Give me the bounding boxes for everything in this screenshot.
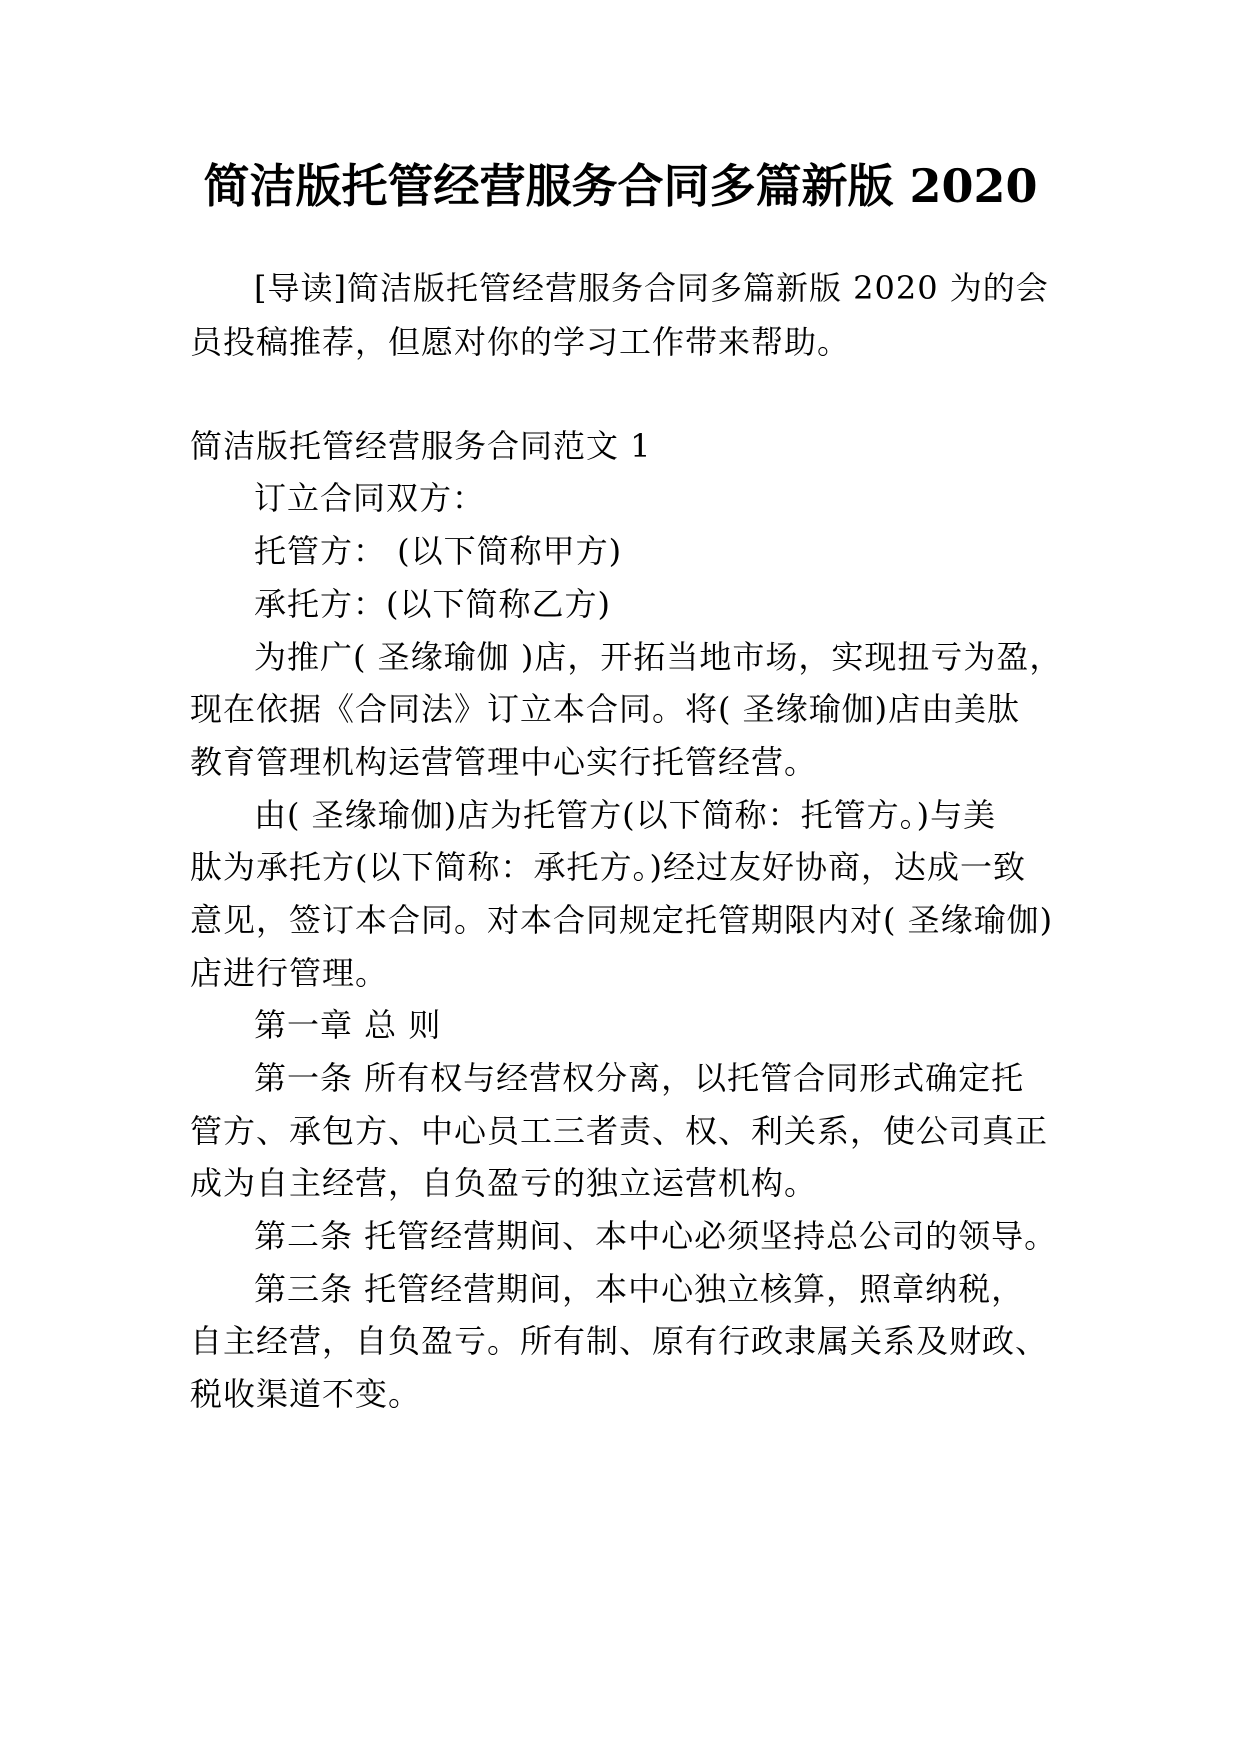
article-line: 税收渠道不变。 bbox=[190, 1375, 422, 1413]
paragraph-line: 肽为承托方(以下简称：承托方。)经过友好协商，达成一致 bbox=[190, 848, 1026, 886]
article-line: 自主经营，自负盈亏。所有制、原有行政隶属关系及财政、 bbox=[190, 1322, 1049, 1360]
section-heading: 简洁版托管经营服务合同范文 1 bbox=[190, 427, 652, 465]
intro-line-2: 员投稿推荐，但愿对你的学习工作带来帮助。 bbox=[190, 323, 851, 361]
article-line: 成为自主经营，自负盈亏的独立运营机构。 bbox=[190, 1164, 818, 1202]
article-line: 第一条 所有权与经营权分离，以托管合同形式确定托 bbox=[254, 1059, 1025, 1097]
article-line: 管方、承包方、中心员工三者责、权、利关系，使公司真正 bbox=[190, 1112, 1049, 1150]
document-title: 简洁版托管经营服务合同多篇新版 2020 bbox=[203, 159, 1038, 213]
paragraph-line: 教育管理机构运营管理中心实行托管经营。 bbox=[190, 743, 818, 781]
paragraph-line: 现在依据《合同法》订立本合同。将( 圣缘瑜伽)店由美肽 bbox=[190, 690, 1021, 728]
paragraph-line: 意见，签订本合同。对本合同规定托管期限内对( 圣缘瑜伽) bbox=[190, 901, 1054, 939]
article-line: 第三条 托管经营期间，本中心独立核算，照章纳税， bbox=[254, 1270, 1025, 1308]
party-a-line: 托管方： (以下简称甲方) bbox=[254, 532, 623, 570]
intro-line-1: [导读]简洁版托管经营服务合同多篇新版 2020 为的会 bbox=[254, 269, 1049, 307]
parties-heading: 订立合同双方： bbox=[254, 479, 486, 517]
paragraph-line: 由( 圣缘瑜伽)店为托管方(以下简称：托管方。)与美 bbox=[254, 796, 997, 834]
paragraph-line: 店进行管理。 bbox=[190, 954, 389, 992]
paragraph-line: 为推广( 圣缘瑜伽 )店，开拓当地市场，实现扭亏为盈， bbox=[254, 638, 1063, 676]
party-b-line: 承托方：(以下简称乙方) bbox=[254, 585, 611, 623]
chapter-heading: 第一章 总 则 bbox=[254, 1006, 442, 1044]
article-line: 第二条 托管经营期间、本中心必须坚持总公司的领导。 bbox=[254, 1217, 1058, 1255]
